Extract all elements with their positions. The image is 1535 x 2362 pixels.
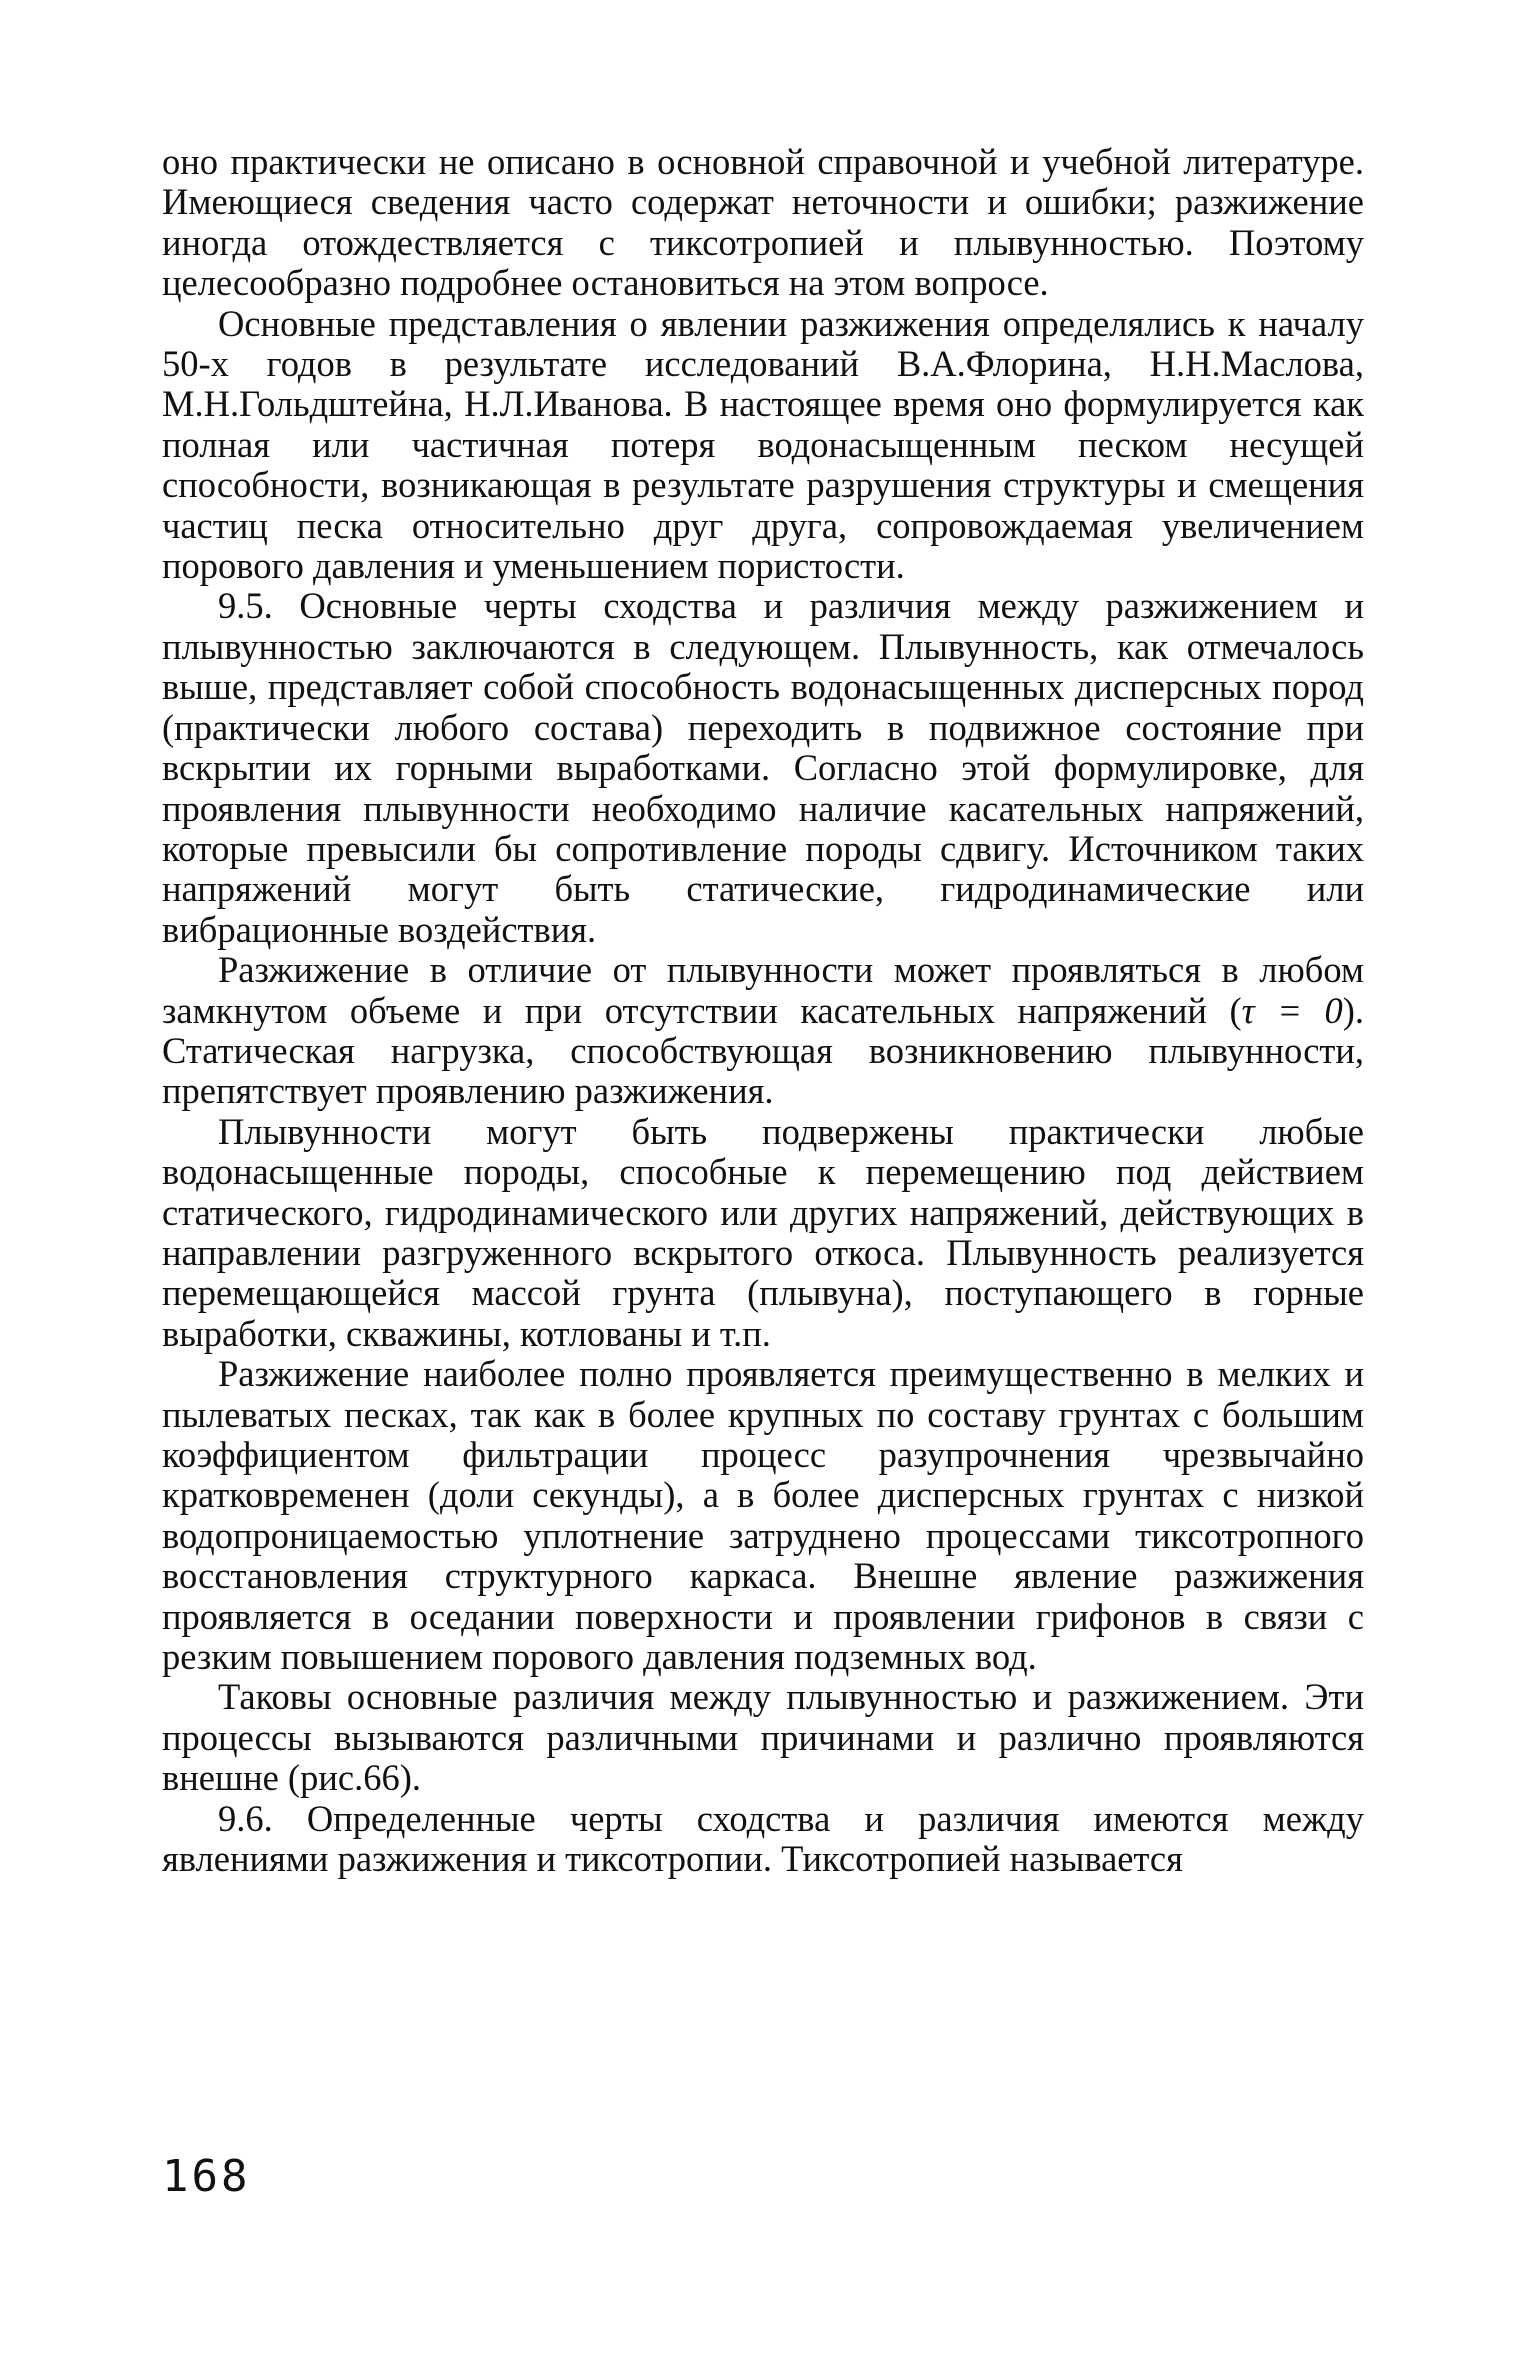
- paragraph-liquefaction-vs-quicksand: [162, 950, 1364, 1112]
- paragraph-section-9-5: [162, 586, 1364, 950]
- text-after-formula: ). Статическая нагрузка, способствующая возникновению плывунности, препятствует проявлению разжижения.: [162, 989, 1364, 1112]
- section-number: 9.6.: [218, 1797, 273, 1839]
- paragraph-liquefaction-sands: Разжижение наиболее полно проявляется преимущественно в мелких и пылеватых песках, так как в более крупных по составу грунтах с большим коэффициентом фильтрации процесс разупрочнения чрезвычайно кратковременен (доли секунды), а в более дисперсных грунтах с низкой водопроницаемостью уплотнение затруднено процессами тиксотропного восстановления структурного каркаса. Внешне явление разжижения проявляется в оседании поверхности и проявлении грифонов в связи с резким повышением порового давления подземных вод.: [162, 1353, 1364, 1678]
- shear-stress-formula: τ = 0: [1241, 989, 1343, 1031]
- page-number: 168: [162, 2151, 251, 2202]
- paragraph-section-9-6: [162, 1799, 1364, 1880]
- page-body: [162, 142, 1364, 1879]
- paragraph-intro-continuation: оно практически не описано в основной справочной и учебной литературе. Имеющиеся сведения часто содержат неточности и ошибки; разжижение иногда отождествляется с тиксотропией и плывунностью. Поэтому целесообразно подробнее остановиться на этом вопросе.: [162, 141, 1364, 304]
- section-number: 9.5.: [218, 585, 273, 627]
- text-before-formula: Разжижение в отличие от плывунности может проявляться в любом замкнутом объеме и при отсутствии касательных напряжений (: [162, 949, 1364, 1031]
- paragraph-liquefaction-concepts: Основные представления о явлении разжижения определялись к началу 50-х годов в результате исследований В.А.Флорина, Н.Н.Маслова, М.Н.Гольдштейна, Н.Л.Иванова. В настоящее время оно формулируется как полная или частичная потеря водонасыщенным песком несущей способности, возникающая в результате разрушения структуры и смещения частиц песка относительно друг друга, сопровождаемая увеличением порового давления и уменьшением пористости.: [162, 302, 1364, 587]
- paragraph-main-differences: Таковы основные различия между плывунностью и разжижением. Эти процессы вызываются различными причинами и различно проявляются внешне (рис.66).: [162, 1676, 1364, 1799]
- section-text: Основные черты сходства и различия между разжижением и плывунностью заключаются в следующем. Плывунность, как отмечалось выше, представляет собой способность водонасыщенных дисперсных пород (практически любого состава) переходить в подвижное состояние при вскрытии их горными выработками. Согласно этой формулировке, для проявления плывунности необходимо наличие касательных напряжений, которые превысили бы сопротивление породы сдвигу. Источником таких напряжений могут быть статические, гидродинамические или вибрационные воздействия.: [162, 585, 1364, 950]
- section-text: Определенные черты сходства и различия имеются между явлениями разжижения и тиксотропии. Тиксотропией называется: [162, 1797, 1364, 1880]
- paragraph-quicksand-rocks: Плывунности могут быть подвержены практически любые водонасыщенные породы, способные к перемещению под действием статического, гидродинамического или других напряжений, действующих в направлении разгруженного вскрытого откоса. Плывунность реализуется перемещающейся массой грунта (плывуна), поступающего в горные выработки, скважины, котлованы и т.п.: [162, 1110, 1364, 1354]
